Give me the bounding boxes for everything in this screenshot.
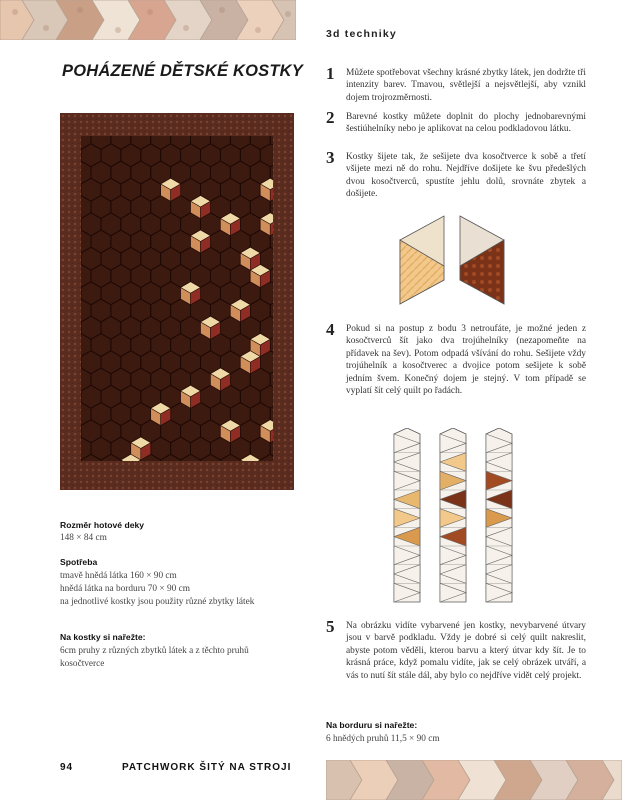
- page-title: POHÁZENÉ DĚTSKÉ KOSTKY: [62, 62, 303, 80]
- fabric-pattern-top: [0, 0, 296, 40]
- page-number: 94: [60, 762, 74, 773]
- consumption-line-2: hnědá látka na borduru 70 × 90 cm: [60, 584, 190, 594]
- cut-cubes-line-2: kosočtverce: [60, 659, 105, 669]
- step-number: 5: [326, 617, 335, 636]
- step-3: [326, 148, 586, 201]
- step-number: 4: [326, 320, 335, 339]
- diamonds-illustration: [398, 214, 510, 306]
- step-text: Můžete spotřebovat všechny krásné zbytky látek, jen dodržte tři intenzity barev. Tmavou, světlejší a nejsvětlejší, aby vznikl dojem trojrozměrnosti.: [346, 68, 586, 103]
- step-text: Kostky šijete tak, že sešijete dva kosočtverce k sobě a třetí všijete mezi ně do rohu. Nejdříve došijete ke švu předešlých dvou kosočtverců, spustíte jehlu dolů, srovnáte zbytek a došijete.: [346, 152, 586, 200]
- quilt-illustration: [60, 113, 294, 490]
- size-label: Rozměr hotové deky: [60, 520, 145, 530]
- step-2: [326, 108, 586, 136]
- top-left-fabric-strip: [0, 0, 296, 40]
- strips-svg: [390, 428, 520, 608]
- strip-column: [394, 428, 420, 602]
- diamonds-svg: [398, 214, 510, 306]
- step-1: [326, 64, 586, 104]
- strip-column: [486, 428, 512, 602]
- step-number: 2: [326, 108, 335, 127]
- book-title: PATCHWORK ŠITÝ NA STROJI: [122, 762, 292, 773]
- quilt-svg: [60, 113, 294, 490]
- cut-border-label: Na borduru si nařežte:: [326, 720, 418, 730]
- section-tag: 3d techniky: [326, 28, 397, 40]
- cut-cubes-label: Na kostky si nařežte:: [60, 632, 146, 642]
- bottom-right-fabric-strip: [326, 760, 622, 800]
- step-text: Pokud si na postup z bodu 3 netroufáte, je možné jeden z kosočtverců šít jako dva trojúhelníky (nezapomeňte na přídavek na šev). Potom odpadá všívání do rohu. Sešijete vždy trojúhelník a kosočtverec a dvojice potom sešijete k sobě jedním švem. Konečný dojem je stejný. V tom případě se vyplatí šít celý quilt po řadách.: [346, 324, 586, 397]
- step-4: [326, 320, 586, 397]
- step-text: Barevné kostky můžete doplnit do plochy jednobarevnými šestiúhelníky nebo je aplikovat na celou podkladovou látku.: [346, 112, 586, 135]
- cut-cubes-line-1: 6cm pruhy z různých zbytků látek a z těchto pruhů: [60, 646, 249, 656]
- consumption-label: Spotřeba: [60, 557, 98, 567]
- step-5: [326, 617, 586, 682]
- strips-illustration: [390, 428, 520, 608]
- size-value: 148 × 84 cm: [60, 533, 107, 543]
- step-number: 1: [326, 64, 335, 83]
- step-number: 3: [326, 148, 335, 167]
- strip-column: [440, 428, 466, 602]
- consumption-line-1: tmavě hnědá látka 160 × 90 cm: [60, 571, 177, 581]
- step-text: Na obrázku vidíte vybarvené jen kostky, nevybarvené útvary jsou v barvě podkladu. Vždy je dobré si celý quilt nakreslit, abyste potom věděli, kterou barvu a který útvar kdy šít. Je to krásná práce, když pomalu vidíte, jak se celý obrázek utváří, a vás to nutí šít stále dál, aby bylo co nejdříve vidět celý projekt.: [346, 621, 586, 681]
- fabric-pattern-bottom: [326, 760, 622, 800]
- cut-border-value: 6 hnědých pruhů 11,5 × 90 cm: [326, 734, 440, 744]
- consumption-line-3: na jednotlivé kostky jsou použity různé zbytky látek: [60, 597, 255, 607]
